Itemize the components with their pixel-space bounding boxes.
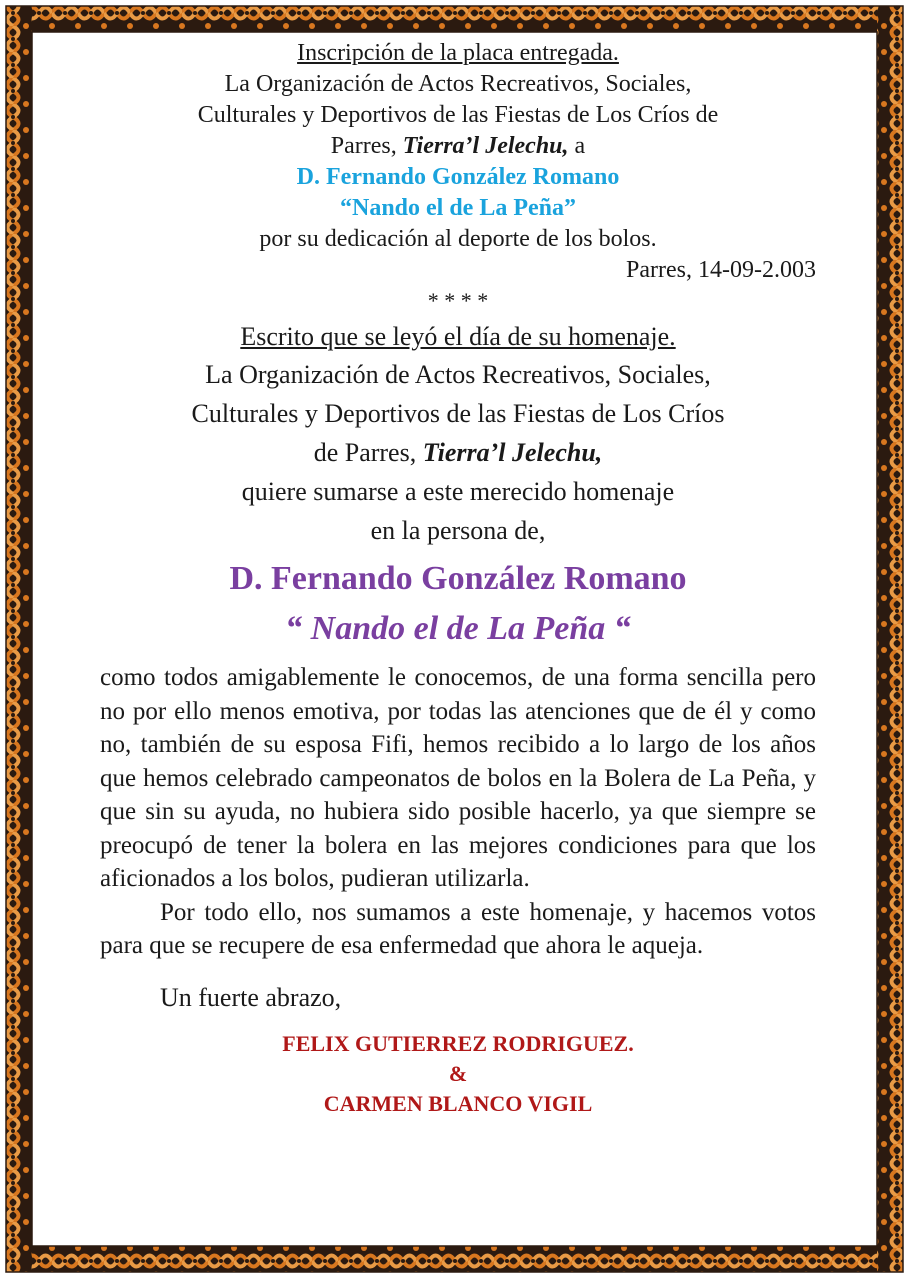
section2-line2: Culturales y Deportivos de las Fiestas de Los Críos (191, 399, 725, 428)
section2-line3 (100, 434, 816, 471)
section2-honoree-name: D. Fernando González Romano (229, 560, 687, 597)
document-content (100, 38, 816, 1119)
section2-honoree-nick: “ Nando el de La Peña “ (285, 610, 631, 647)
section2-line5: en la persona de, (370, 516, 546, 545)
section1-line3 (100, 131, 816, 162)
separator-stars: * * * * (427, 288, 489, 313)
section1-line3-start: Parres, (330, 133, 397, 159)
section1-line1: La Organización de Actos Recreativos, Sociales, (224, 71, 692, 97)
section2-heading: Escrito que se leyó el día de su homenaje. (240, 322, 676, 351)
tribute-body (100, 661, 816, 963)
section1-line2: Culturales y Deportivos de las Fiestas de Los Críos de (197, 102, 719, 128)
section1-line3-end: a (574, 133, 586, 159)
tribute-paragraph-2: Por todo ello, nos sumamos a este homenaje, y hacemos votos para que se recupere de esa enfermedad que ahora le aqueja. (100, 898, 816, 959)
section1-line3-italic: Tierra’l Jelechu, (402, 133, 569, 159)
section2-line1: La Organización de Actos Recreativos, Sociales, (205, 360, 711, 389)
section2-line3-italic: Tierra’l Jelechu, (422, 438, 603, 467)
signature-2: CARMEN BLANCO VIGIL (323, 1090, 593, 1116)
section1-place-date: Parres, 14-09-2.003 (626, 257, 816, 283)
section2-line4: quiere sumarse a este merecido homenaje (241, 477, 675, 506)
signature-1: FELIX GUTIERREZ RODRIGUEZ. (282, 1030, 634, 1056)
section2-line3-start: de Parres, (313, 438, 417, 467)
section1-honoree-nick: “Nando el de La Peña” (339, 195, 576, 221)
signature-ampersand: & (448, 1060, 468, 1086)
section1-line4: por su dedicación al deporte de los bolos. (259, 226, 657, 252)
section1-honoree-name: D. Fernando González Romano (296, 164, 620, 190)
tribute-paragraph-1: como todos amigablemente le conocemos, de una forma sencilla pero no por ello menos emotiva, por todas las atenciones que de él y como no, también de su esposa Fifi, hemos recibido a lo largo de los años que hemos celebrado campeonatos de bolos en la Bolera de La Peña, y que sin su ayuda, no hubiera sido posible hacerlo, ya que siempre se preocupó de tener la bolera en las mejores condiciones para que los aficionados a los bolos, pudieran utilizarla. (100, 664, 816, 892)
section1-heading: Inscripción de la placa entregada. (297, 40, 619, 66)
closing-line: Un fuerte abrazo, (160, 982, 342, 1012)
